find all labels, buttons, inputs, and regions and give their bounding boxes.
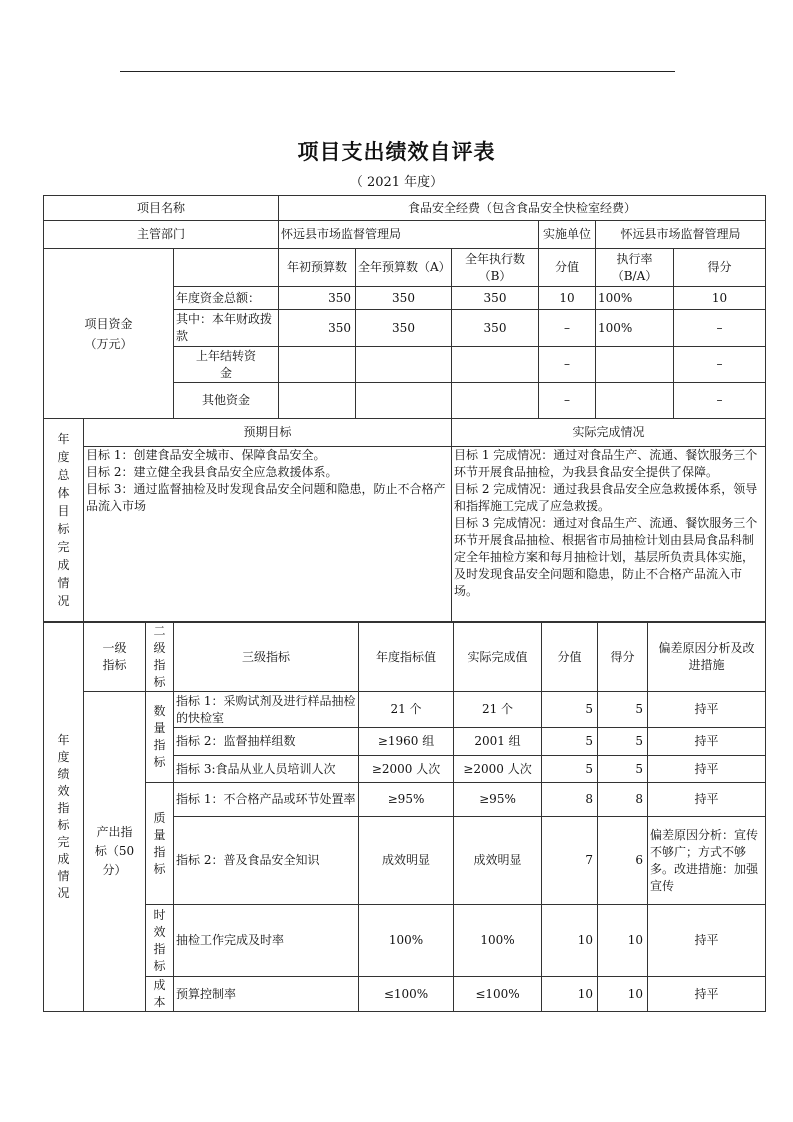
funds-row-label xyxy=(174,347,279,383)
indicator-header xyxy=(648,623,766,692)
goals-side-label xyxy=(44,419,84,622)
indicator-note: 持平 xyxy=(648,977,766,1012)
indicator-target: ≥1960 组 xyxy=(359,728,454,756)
indicator-name: 预算控制率 xyxy=(174,977,359,1012)
indicator-header-text: 一级指标 xyxy=(102,641,127,672)
funds-cell: 350 xyxy=(452,287,539,310)
funds-header: 执行率（B/A） xyxy=(596,249,674,287)
indicator-score-value: 8 xyxy=(542,783,598,817)
funds-row-label-text: 其他资金 xyxy=(201,393,250,407)
indicator-score: 8 xyxy=(598,783,648,817)
indicator-score-value: 5 xyxy=(542,692,598,728)
funds-cell: 350 xyxy=(356,287,452,310)
year-line: （ 2021 年度） xyxy=(349,175,444,190)
indicator-note: 偏差原因分析：宣传不够广；方式不够多。改进措施：加强宣传 xyxy=(648,817,766,905)
expected-goal: 目标 3：通过监督抽检及时发现食品安全问题和隐患，防止不合格产品流入市场 xyxy=(86,482,446,513)
impl-value: 怀远县市场监督管理局 xyxy=(596,221,766,249)
indicator-score-value: 10 xyxy=(542,905,598,977)
funds-cell: 100% xyxy=(596,287,674,310)
actual-goal: 目标 1 完成情况：通过对食品生产、流通、餐饮服务三个环节开展食品抽检，为我县食品安全提供了保障。 xyxy=(454,448,758,479)
indicator-actual: 成效明显 xyxy=(454,817,542,905)
indicator-header xyxy=(84,623,146,692)
funds-cell: – xyxy=(674,383,766,419)
level1-label-text: 产出指标（50 分） xyxy=(94,825,135,877)
funds-cell xyxy=(596,383,674,419)
indicator-actual: ≥2000 人次 xyxy=(454,756,542,783)
funds-row-label xyxy=(174,383,279,419)
indicator-header-text: 偏差原因分析及改进措施 xyxy=(658,641,755,672)
funds-cell xyxy=(452,347,539,383)
level2-label xyxy=(146,905,174,977)
header-rule xyxy=(120,71,675,72)
funds-cell: 10 xyxy=(674,287,766,310)
indicators-side-label xyxy=(44,623,84,1012)
indicator-note: 持平 xyxy=(648,783,766,817)
level2-label xyxy=(146,977,174,1012)
indicator-score-value: 10 xyxy=(542,977,598,1012)
indicator-score: 10 xyxy=(598,977,648,1012)
indicator-header: 三级指标 xyxy=(174,623,359,692)
actual-goal: 目标 2 完成情况：通过我县食品安全应急救援体系，领导和指挥施工完成了应急救援。 xyxy=(454,482,758,513)
funds-header: 年初预算数 xyxy=(279,249,356,287)
funds-cell: 100% xyxy=(596,310,674,347)
funds-header-blank xyxy=(174,249,279,287)
indicator-name: 抽检工作完成及时率 xyxy=(174,905,359,977)
funds-row-label-text: 上年结转资金 xyxy=(195,348,256,380)
expected-goal: 目标 2：建立健全我县食品安全应急救援体系。 xyxy=(86,465,338,479)
indicator-score-value: 7 xyxy=(542,817,598,905)
funds-cell: 350 xyxy=(452,310,539,347)
level2-label-text: 成本 xyxy=(153,978,166,1009)
expected-goals xyxy=(84,447,452,622)
level2-label-text: 数量指标 xyxy=(153,704,166,769)
funds-label-text: 项目资金（万元） xyxy=(84,316,133,351)
indicator-score: 5 xyxy=(598,728,648,756)
expected-goal: 目标 1：创建食品安全城市、保障食品安全。 xyxy=(86,448,326,462)
indicators-side-label-text: 年度绩效指标完成情况 xyxy=(57,733,70,900)
indicator-note: 持平 xyxy=(648,692,766,728)
indicator-header-text: 二级指标 xyxy=(153,624,166,689)
indicator-note: 持平 xyxy=(648,756,766,783)
indicator-actual: ≤100% xyxy=(454,977,542,1012)
indicator-name: 指标 1：采购试剂及进行样品抽检的快检室 xyxy=(174,692,359,728)
funds-cell xyxy=(596,347,674,383)
funds-row-label: 年度资金总额： xyxy=(174,287,279,310)
indicator-name: 指标 2：普及食品安全知识 xyxy=(174,817,359,905)
indicator-note: 持平 xyxy=(648,728,766,756)
impl-label: 实施单位 xyxy=(539,221,596,249)
indicator-header: 得分 xyxy=(598,623,648,692)
funds-cell: 350 xyxy=(279,310,356,347)
actual-header: 实际完成情况 xyxy=(452,419,766,447)
indicator-target: 成效明显 xyxy=(359,817,454,905)
indicator-actual: ≥95% xyxy=(454,783,542,817)
dept-value: 怀远县市场监督管理局 xyxy=(279,221,539,249)
indicator-header: 分值 xyxy=(542,623,598,692)
funds-cell: – xyxy=(539,383,596,419)
indicator-header: 实际完成值 xyxy=(454,623,542,692)
funds-cell: 10 xyxy=(539,287,596,310)
funds-cell: – xyxy=(674,347,766,383)
funds-header: 得分 xyxy=(674,249,766,287)
goals-side-label-text: 年度总体目标完成情况 xyxy=(57,432,70,608)
indicator-name: 指标 1：不合格产品或环节处置率 xyxy=(174,783,359,817)
funds-cell: – xyxy=(674,310,766,347)
indicator-score-value: 5 xyxy=(542,728,598,756)
indicator-score: 5 xyxy=(598,692,648,728)
level1-label xyxy=(84,692,146,1012)
funds-cell: 350 xyxy=(356,310,452,347)
indicator-score-value: 5 xyxy=(542,756,598,783)
funds-label xyxy=(44,249,174,419)
level2-label xyxy=(146,783,174,905)
indicator-note: 持平 xyxy=(648,905,766,977)
funds-cell xyxy=(279,347,356,383)
level2-label-text: 时效指标 xyxy=(153,907,166,973)
funds-cell: – xyxy=(539,310,596,347)
indicator-score: 5 xyxy=(598,756,648,783)
project-name-value: 食品安全经费（包含食品安全快检室经费） xyxy=(279,196,766,221)
indicator-target: ≤100% xyxy=(359,977,454,1012)
indicator-actual: 100% xyxy=(454,905,542,977)
indicator-target: 21 个 xyxy=(359,692,454,728)
funds-cell: 350 xyxy=(279,287,356,310)
indicator-target: 100% xyxy=(359,905,454,977)
funds-header: 分值 xyxy=(539,249,596,287)
indicator-name: 指标 2：监督抽样组数 xyxy=(174,728,359,756)
level2-label xyxy=(146,692,174,783)
indicator-header xyxy=(146,623,174,692)
indicator-actual: 21 个 xyxy=(454,692,542,728)
actual-goal: 目标 3 完成情况：通过对食品生产、流通、餐饮服务三个环节开展食品抽检、根据省市局抽检计划由县局食品科制定全年抽检方案和每月抽检计划，基层所负责具体实施，及时发现食品安全问题和隐患，防止不合格产品流入市场。 xyxy=(454,516,758,598)
indicator-target: ≥2000 人次 xyxy=(359,756,454,783)
level2-label-text: 质量指标 xyxy=(153,810,166,876)
indicator-header: 年度指标值 xyxy=(359,623,454,692)
funds-row-label: 其中：本年财政拨款 xyxy=(174,310,279,347)
funds-cell xyxy=(279,383,356,419)
dept-label: 主管部门 xyxy=(44,221,279,249)
expected-header: 预期目标 xyxy=(84,419,452,447)
indicator-score: 6 xyxy=(598,817,648,905)
indicator-name: 指标 3:食品从业人员培训人次 xyxy=(174,756,359,783)
indicator-actual: 2001 组 xyxy=(454,728,542,756)
indicator-target: ≥95% xyxy=(359,783,454,817)
page-title: 项目支出绩效自评表 xyxy=(297,140,496,164)
actual-goals xyxy=(452,447,766,622)
funds-cell: – xyxy=(539,347,596,383)
indicator-score: 10 xyxy=(598,905,648,977)
funds-cell xyxy=(356,347,452,383)
funds-header: 全年执行数（B） xyxy=(452,249,539,287)
funds-header: 全年预算数（A） xyxy=(356,249,452,287)
project-name-label: 项目名称 xyxy=(44,196,279,221)
funds-cell xyxy=(356,383,452,419)
project-info-table xyxy=(43,195,766,622)
indicator-table xyxy=(43,622,766,1012)
funds-cell xyxy=(452,383,539,419)
